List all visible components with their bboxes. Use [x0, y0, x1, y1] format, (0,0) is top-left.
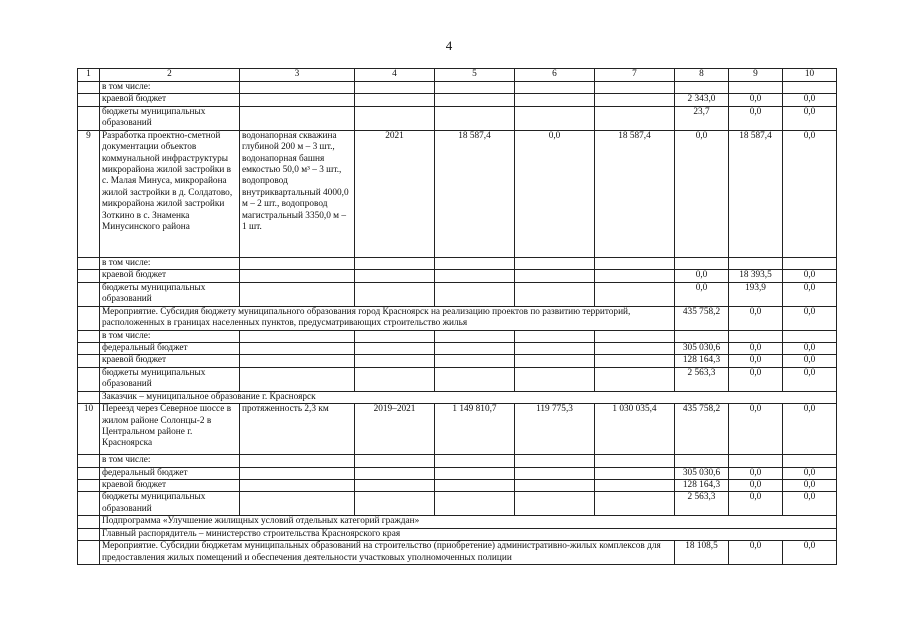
- budget-label: в том числе:: [100, 455, 240, 467]
- empty-cell: [515, 367, 595, 391]
- empty-cell: [240, 330, 355, 342]
- empty-cell: [355, 330, 435, 342]
- value-col-6: 0,0: [515, 130, 595, 257]
- value-col-7: 1 030 035,4: [595, 404, 675, 455]
- empty-cell: [515, 355, 595, 367]
- budget-label: бюджеты муниципальных образований: [100, 492, 240, 516]
- project-row: [78, 404, 837, 455]
- value-col-9: 0,0: [729, 343, 783, 355]
- section-title: Подпрограмма «Улучшение жилищных условий отдельных категорий граждан»: [100, 516, 837, 528]
- empty-cell: [595, 480, 675, 492]
- value-col-9: 0,0: [729, 467, 783, 479]
- value-col-10: 0,0: [783, 306, 837, 330]
- value-col-10: 0,0: [783, 467, 837, 479]
- budget-label: краевой бюджет: [100, 94, 240, 106]
- empty-cell: [435, 492, 515, 516]
- empty-cell: [595, 367, 675, 391]
- section-row: [78, 516, 837, 528]
- empty-cell: [435, 480, 515, 492]
- event-row: [78, 306, 837, 330]
- budget-row: [78, 82, 837, 94]
- header-cell: 10: [783, 69, 837, 82]
- empty-cell: [240, 480, 355, 492]
- value-col-9: 0,0: [729, 367, 783, 391]
- index-cell: [78, 541, 100, 565]
- empty-cell: [515, 257, 595, 269]
- index-cell: [78, 516, 100, 528]
- header-cell: 1: [78, 69, 100, 82]
- empty-cell: [435, 106, 515, 130]
- empty-cell: [595, 257, 675, 269]
- value-col-8: 2 563,3: [675, 367, 729, 391]
- header-cell: 7: [595, 69, 675, 82]
- empty-cell: [595, 82, 675, 94]
- value-col-8: [675, 455, 729, 467]
- budget-label: в том числе:: [100, 82, 240, 94]
- empty-cell: [515, 467, 595, 479]
- budget-row: [78, 106, 837, 130]
- empty-cell: [240, 367, 355, 391]
- header-cell: 8: [675, 69, 729, 82]
- value-col-8: 2 563,3: [675, 492, 729, 516]
- budget-label: бюджеты муниципальных образований: [100, 282, 240, 306]
- project-capacity: протяженность 2,3 км: [240, 404, 355, 455]
- section-row: [78, 391, 837, 403]
- empty-cell: [435, 94, 515, 106]
- empty-cell: [355, 480, 435, 492]
- budget-row: [78, 330, 837, 342]
- section-title: Главный распорядитель – министерство строительства Красноярского края: [100, 528, 837, 540]
- budget-row: [78, 343, 837, 355]
- budget-label: в том числе:: [100, 330, 240, 342]
- value-col-10: 0,0: [783, 367, 837, 391]
- empty-cell: [355, 455, 435, 467]
- index-cell: [78, 343, 100, 355]
- empty-cell: [435, 455, 515, 467]
- index-cell: [78, 82, 100, 94]
- empty-cell: [240, 257, 355, 269]
- index-cell: [78, 391, 100, 403]
- budget-row: [78, 355, 837, 367]
- value-col-8: 0,0: [675, 282, 729, 306]
- empty-cell: [435, 282, 515, 306]
- empty-cell: [355, 367, 435, 391]
- project-row: [78, 130, 837, 257]
- value-col-9: 0,0: [729, 492, 783, 516]
- empty-cell: [240, 492, 355, 516]
- project-capacity: водонапорная скважина глубиной 200 м – 3 шт., водонапорная башня емкостью 50,0 м³ – 3 шт., водопровод внутриквартальный 4000,0 м – 2 шт., водопровод магистральный 3350,0 м – 1 шт.: [240, 130, 355, 257]
- empty-cell: [515, 492, 595, 516]
- value-col-9: 0,0: [729, 541, 783, 565]
- budget-table: [77, 68, 837, 565]
- budget-row: [78, 94, 837, 106]
- value-col-10: 0,0: [783, 130, 837, 257]
- value-col-10: 0,0: [783, 94, 837, 106]
- project-period: 2019–2021: [355, 404, 435, 455]
- table-body: [78, 69, 837, 565]
- project-name: Разработка проектно-сметной документации объектов коммунальной инфраструктуры микрорайона жилой застройки в с. Малая Минуса, микрорайона жилой застройки в д. Солдатово, микрорайона жилой застройки Зоткино в с. Знаменка Минусинского района: [100, 130, 240, 257]
- empty-cell: [435, 467, 515, 479]
- empty-cell: [240, 282, 355, 306]
- value-col-10: 0,0: [783, 492, 837, 516]
- empty-cell: [355, 467, 435, 479]
- header-cell: 5: [435, 69, 515, 82]
- value-col-10: 0,0: [783, 404, 837, 455]
- empty-cell: [355, 82, 435, 94]
- empty-cell: [355, 492, 435, 516]
- index-cell: [78, 367, 100, 391]
- index-cell: [78, 455, 100, 467]
- budget-label: краевой бюджет: [100, 480, 240, 492]
- budget-label: бюджеты муниципальных образований: [100, 367, 240, 391]
- index-cell: [78, 528, 100, 540]
- event-title: Мероприятие. Субсидии бюджетам муниципальных образований на строительство (приобретение) административно-жилых комплексов для предоставления жилых помещений и обеспечения деятельности участковых уполномоченных полиции: [100, 541, 675, 565]
- index-cell: [78, 467, 100, 479]
- empty-cell: [595, 330, 675, 342]
- value-col-9: [729, 330, 783, 342]
- value-col-5: 18 587,4: [435, 130, 515, 257]
- value-col-8: 23,7: [675, 106, 729, 130]
- empty-cell: [435, 343, 515, 355]
- budget-label: федеральный бюджет: [100, 343, 240, 355]
- header-cell: 9: [729, 69, 783, 82]
- empty-cell: [515, 82, 595, 94]
- value-col-10: 0,0: [783, 106, 837, 130]
- value-col-10: [783, 82, 837, 94]
- section-row: [78, 528, 837, 540]
- empty-cell: [595, 343, 675, 355]
- value-col-8: [675, 330, 729, 342]
- budget-label: краевой бюджет: [100, 355, 240, 367]
- empty-cell: [355, 106, 435, 130]
- empty-cell: [240, 106, 355, 130]
- empty-cell: [595, 282, 675, 306]
- empty-cell: [240, 355, 355, 367]
- index-cell: [78, 257, 100, 269]
- budget-row: [78, 455, 837, 467]
- budget-label: в том числе:: [100, 257, 240, 269]
- index-cell: [78, 282, 100, 306]
- index-cell: [78, 492, 100, 516]
- value-col-8: 0,0: [675, 130, 729, 257]
- budget-row: [78, 480, 837, 492]
- value-col-8: 435 758,2: [675, 306, 729, 330]
- empty-cell: [515, 94, 595, 106]
- index-cell: [78, 306, 100, 330]
- value-col-8: [675, 257, 729, 269]
- empty-cell: [355, 282, 435, 306]
- empty-cell: [595, 106, 675, 130]
- header-cell: 2: [100, 69, 240, 82]
- empty-cell: [240, 270, 355, 282]
- empty-cell: [435, 270, 515, 282]
- value-col-10: [783, 455, 837, 467]
- value-col-9: 18 393,5: [729, 270, 783, 282]
- empty-cell: [515, 343, 595, 355]
- header-row: [78, 69, 837, 82]
- value-col-9: 0,0: [729, 94, 783, 106]
- page-number: 4: [445, 38, 453, 53]
- empty-cell: [240, 343, 355, 355]
- header-cell: 3: [240, 69, 355, 82]
- event-row: [78, 541, 837, 565]
- empty-cell: [240, 94, 355, 106]
- value-col-10: [783, 330, 837, 342]
- value-col-9: 18 587,4: [729, 130, 783, 257]
- section-title: Заказчик – муниципальное образование г. Красноярск: [100, 391, 837, 403]
- value-col-8: 305 030,6: [675, 343, 729, 355]
- empty-cell: [435, 257, 515, 269]
- value-col-9: [729, 82, 783, 94]
- budget-row: [78, 367, 837, 391]
- empty-cell: [595, 270, 675, 282]
- empty-cell: [435, 355, 515, 367]
- budget-row: [78, 270, 837, 282]
- value-col-10: 0,0: [783, 355, 837, 367]
- empty-cell: [435, 330, 515, 342]
- value-col-9: [729, 257, 783, 269]
- value-col-5: 1 149 810,7: [435, 404, 515, 455]
- budget-label: краевой бюджет: [100, 270, 240, 282]
- empty-cell: [355, 270, 435, 282]
- empty-cell: [595, 467, 675, 479]
- empty-cell: [240, 82, 355, 94]
- empty-cell: [515, 330, 595, 342]
- empty-cell: [595, 455, 675, 467]
- value-col-9: 0,0: [729, 480, 783, 492]
- event-title: Мероприятие. Субсидия бюджету муниципального образования город Красноярск на реализацию проектов по развитию территорий, расположенных в границах населенных пунктов, предусматривающих строительство жилья: [100, 306, 675, 330]
- empty-cell: [355, 355, 435, 367]
- value-col-9: 0,0: [729, 355, 783, 367]
- value-col-10: 0,0: [783, 270, 837, 282]
- budget-row: [78, 282, 837, 306]
- empty-cell: [355, 94, 435, 106]
- project-name: Переезд через Северное шоссе в жилом районе Солонцы-2 в Центральном районе г. Красноярска: [100, 404, 240, 455]
- index-cell: [78, 94, 100, 106]
- empty-cell: [515, 480, 595, 492]
- value-col-8: 435 758,2: [675, 404, 729, 455]
- value-col-10: 0,0: [783, 541, 837, 565]
- empty-cell: [515, 455, 595, 467]
- budget-label: бюджеты муниципальных образований: [100, 106, 240, 130]
- empty-cell: [355, 257, 435, 269]
- value-col-10: 0,0: [783, 282, 837, 306]
- value-col-9: 193,9: [729, 282, 783, 306]
- empty-cell: [240, 455, 355, 467]
- index-cell: [78, 355, 100, 367]
- empty-cell: [595, 94, 675, 106]
- budget-label: федеральный бюджет: [100, 467, 240, 479]
- project-number: 10: [78, 404, 100, 455]
- value-col-9: [729, 455, 783, 467]
- budget-row: [78, 257, 837, 269]
- value-col-9: 0,0: [729, 404, 783, 455]
- index-cell: [78, 270, 100, 282]
- empty-cell: [435, 367, 515, 391]
- value-col-10: [783, 257, 837, 269]
- value-col-9: 0,0: [729, 306, 783, 330]
- empty-cell: [515, 270, 595, 282]
- index-cell: [78, 330, 100, 342]
- value-col-6: 119 775,3: [515, 404, 595, 455]
- value-col-10: 0,0: [783, 343, 837, 355]
- header-cell: 6: [515, 69, 595, 82]
- value-col-8: 128 164,3: [675, 355, 729, 367]
- value-col-8: 2 343,0: [675, 94, 729, 106]
- header-cell: 4: [355, 69, 435, 82]
- value-col-8: 18 108,5: [675, 541, 729, 565]
- value-col-8: [675, 82, 729, 94]
- value-col-8: 305 030,6: [675, 467, 729, 479]
- value-col-10: 0,0: [783, 480, 837, 492]
- empty-cell: [435, 82, 515, 94]
- value-col-7: 18 587,4: [595, 130, 675, 257]
- value-col-8: 0,0: [675, 270, 729, 282]
- project-period: 2021: [355, 130, 435, 257]
- index-cell: [78, 106, 100, 130]
- empty-cell: [595, 492, 675, 516]
- empty-cell: [240, 467, 355, 479]
- value-col-8: 128 164,3: [675, 480, 729, 492]
- project-number: 9: [78, 130, 100, 257]
- value-col-9: 0,0: [729, 106, 783, 130]
- empty-cell: [515, 282, 595, 306]
- index-cell: [78, 480, 100, 492]
- empty-cell: [515, 106, 595, 130]
- empty-cell: [355, 343, 435, 355]
- budget-row: [78, 492, 837, 516]
- empty-cell: [595, 355, 675, 367]
- budget-row: [78, 467, 837, 479]
